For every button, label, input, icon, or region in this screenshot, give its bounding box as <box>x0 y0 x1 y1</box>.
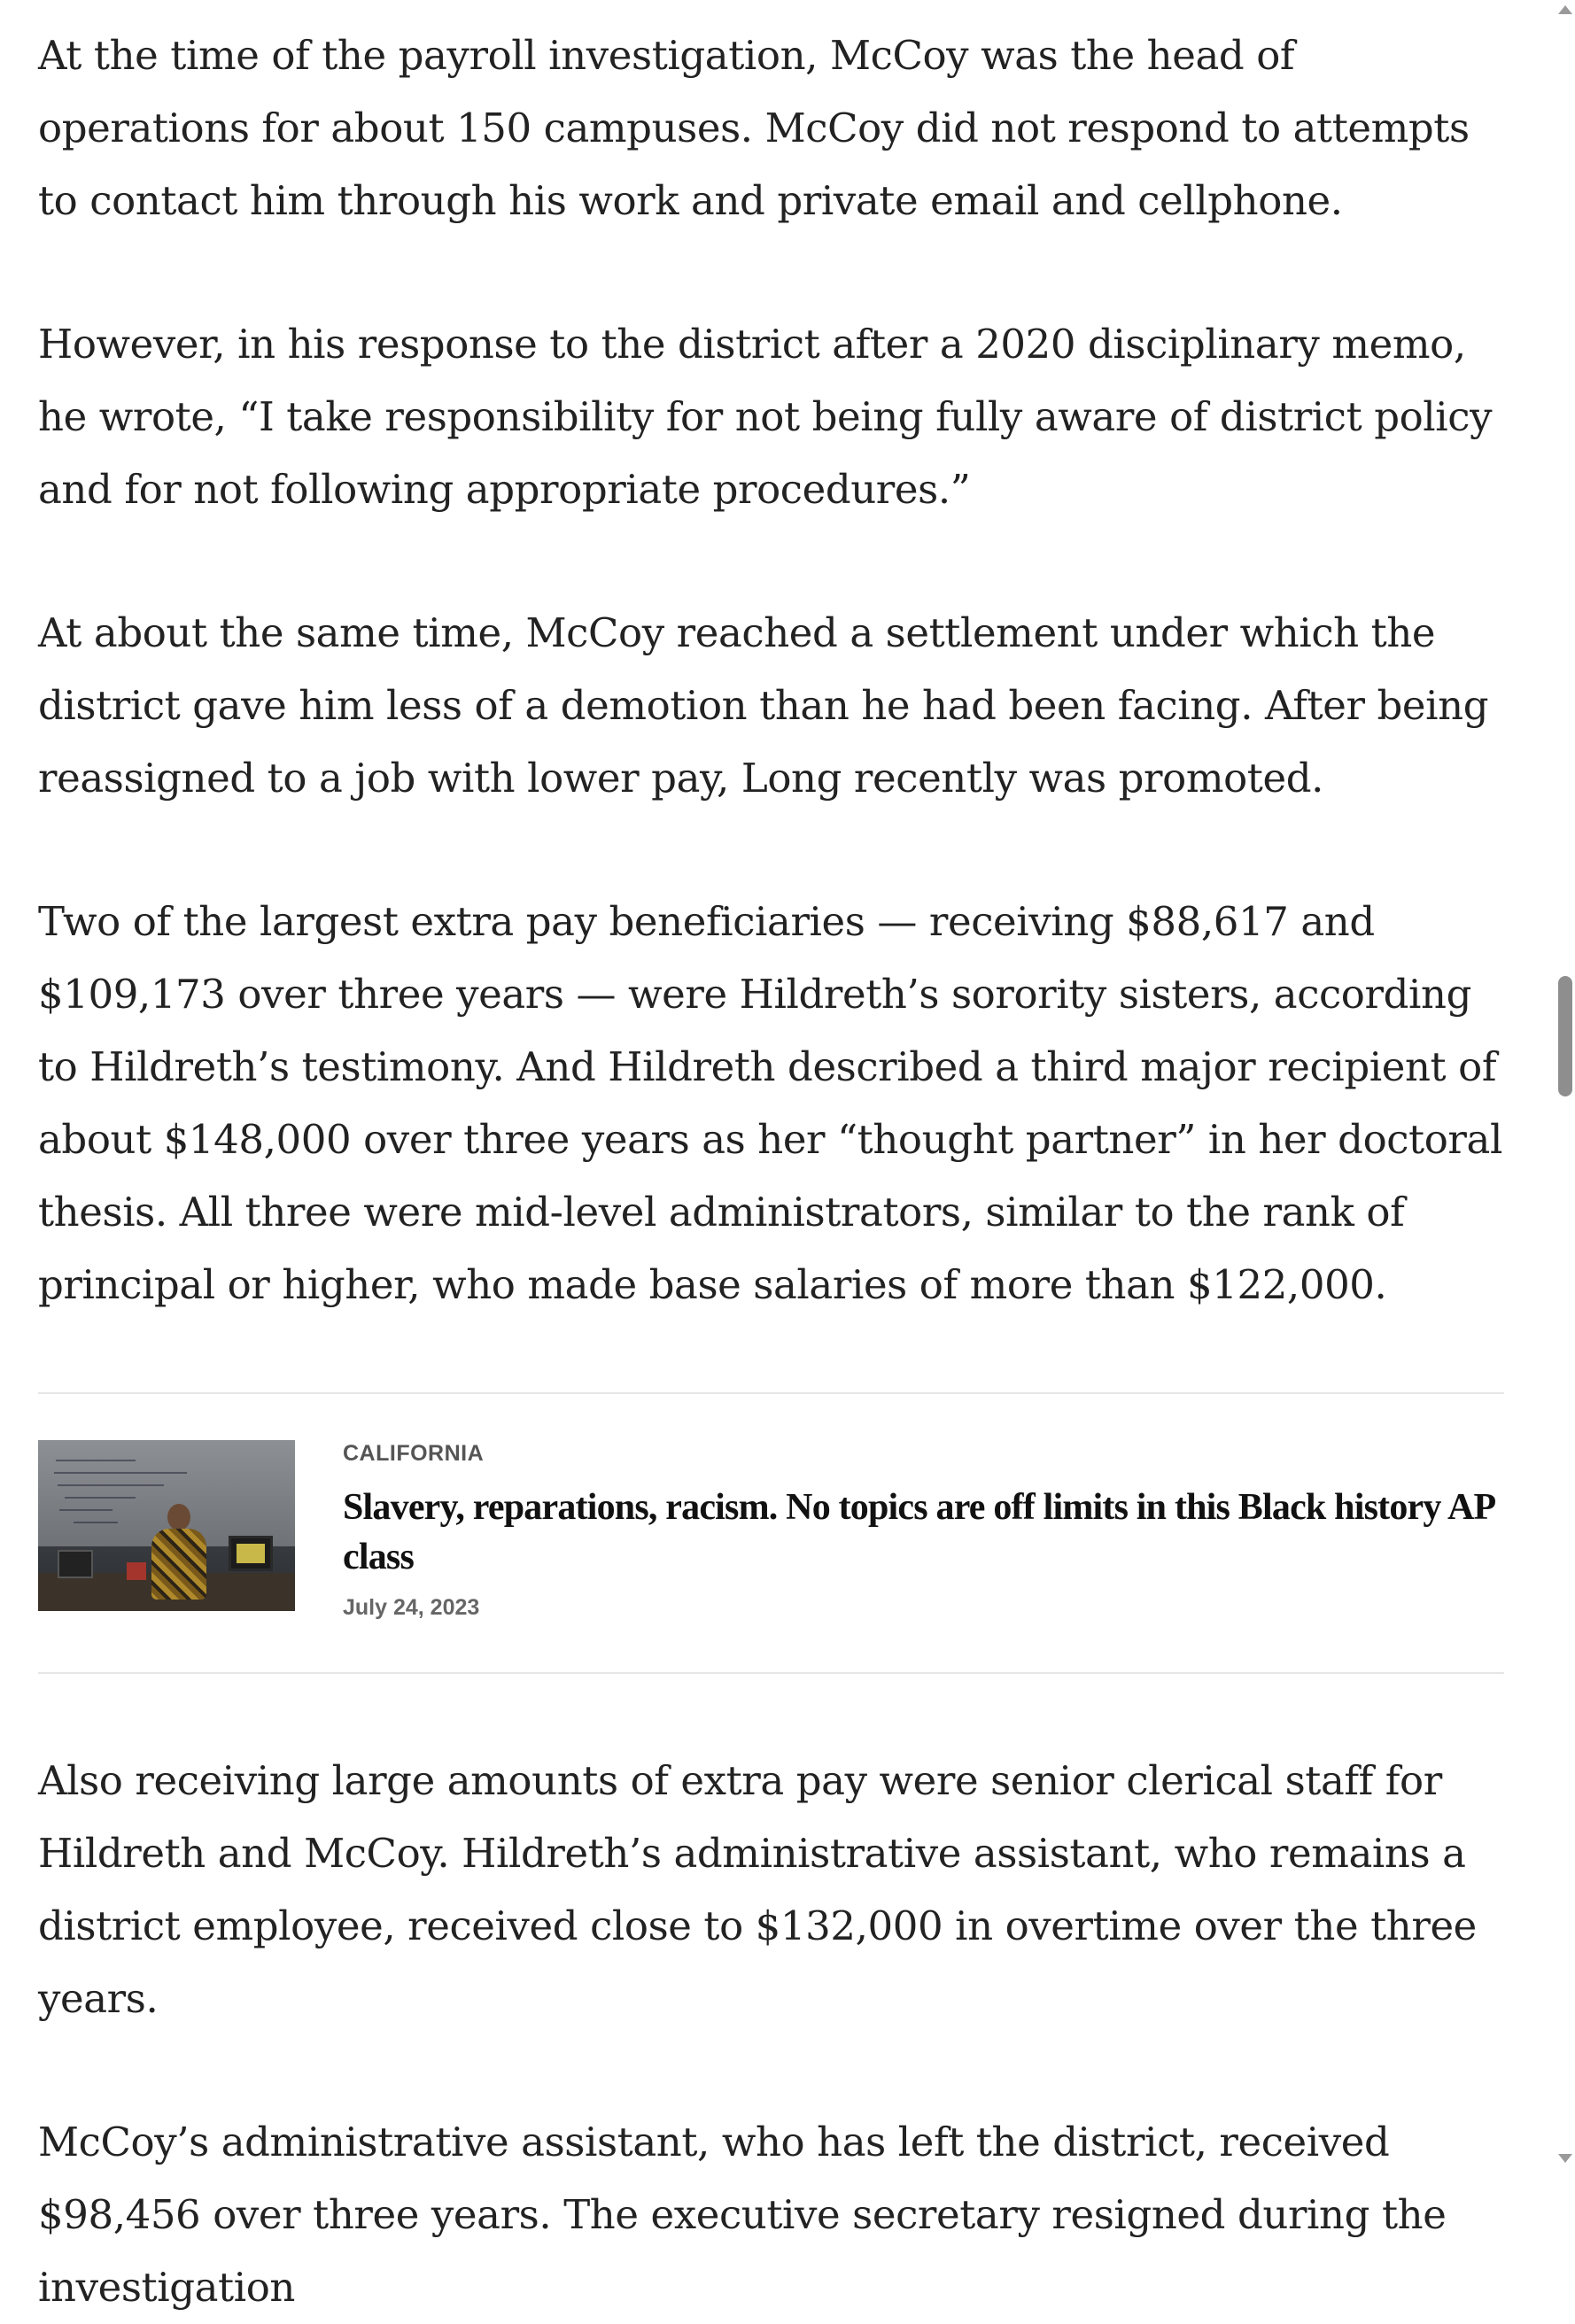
article-paragraph: At about the same time, McCoy reached a settlement under which the district gave him less of a demotion than he had been facing. After being reassigned to a job with lower pay, Long recently was promoted. <box>38 609 1489 802</box>
article-body <box>38 19 1504 2324</box>
related-article-thumbnail[interactable] <box>38 1440 295 1611</box>
related-article-card[interactable] <box>38 1392 1504 1674</box>
article-paragraph: At the time of the payroll investigation, McCoy was the head of operations for about 150 campuses. McCoy did not respond to attempts to contact him through his work and private email and cellphone. <box>38 32 1470 224</box>
teacher-figure <box>151 1504 206 1601</box>
article-body-continued <box>38 1745 1504 2324</box>
vertical-scrollbar[interactable] <box>1556 0 1575 2168</box>
article-paragraph: However, in his response to the district after a 2020 disciplinary memo, he wrote, “I take responsibility for not being fully aware of district policy and for not following appropriate procedures.” <box>38 321 1493 513</box>
article-paragraph: Two of the largest extra pay beneficiaries — receiving $88,617 and $109,173 over three years — were Hildreth’s sorority sisters, according to Hildreth’s testimony. And Hildreth described a third major recipient of about $148,000 over three years as her “thought partner” in her doctoral thesis. All three were mid-level administrators, similar to the rank of principal or higher, who made base salaries of more than $122,000. <box>38 898 1502 1308</box>
related-article-date: July 24, 2023 <box>343 1595 480 1620</box>
related-article-title-link[interactable]: Slavery, reparations, racism. No topics are off limits in this Black history AP class <box>343 1487 1494 1577</box>
scroll-down-arrow-icon[interactable] <box>1558 2154 1572 2163</box>
scrollbar-thumb[interactable] <box>1558 976 1572 1096</box>
article-paragraph: McCoy’s administrative assistant, who has left the district, received $98,456 over three years. The executive secretary resigned during the investigation <box>38 2119 1447 2311</box>
article-paragraph: Also receiving large amounts of extra pay were senior clerical staff for Hildreth and McCoy. Hildreth’s administrative assistant, who remains a district employee, received close to $132,000 in overtime over the three years. <box>38 1757 1477 2022</box>
scroll-up-arrow-icon[interactable] <box>1558 5 1572 14</box>
related-article-section[interactable]: CALIFORNIA <box>343 1441 485 1466</box>
related-article-text <box>343 1440 1504 1626</box>
